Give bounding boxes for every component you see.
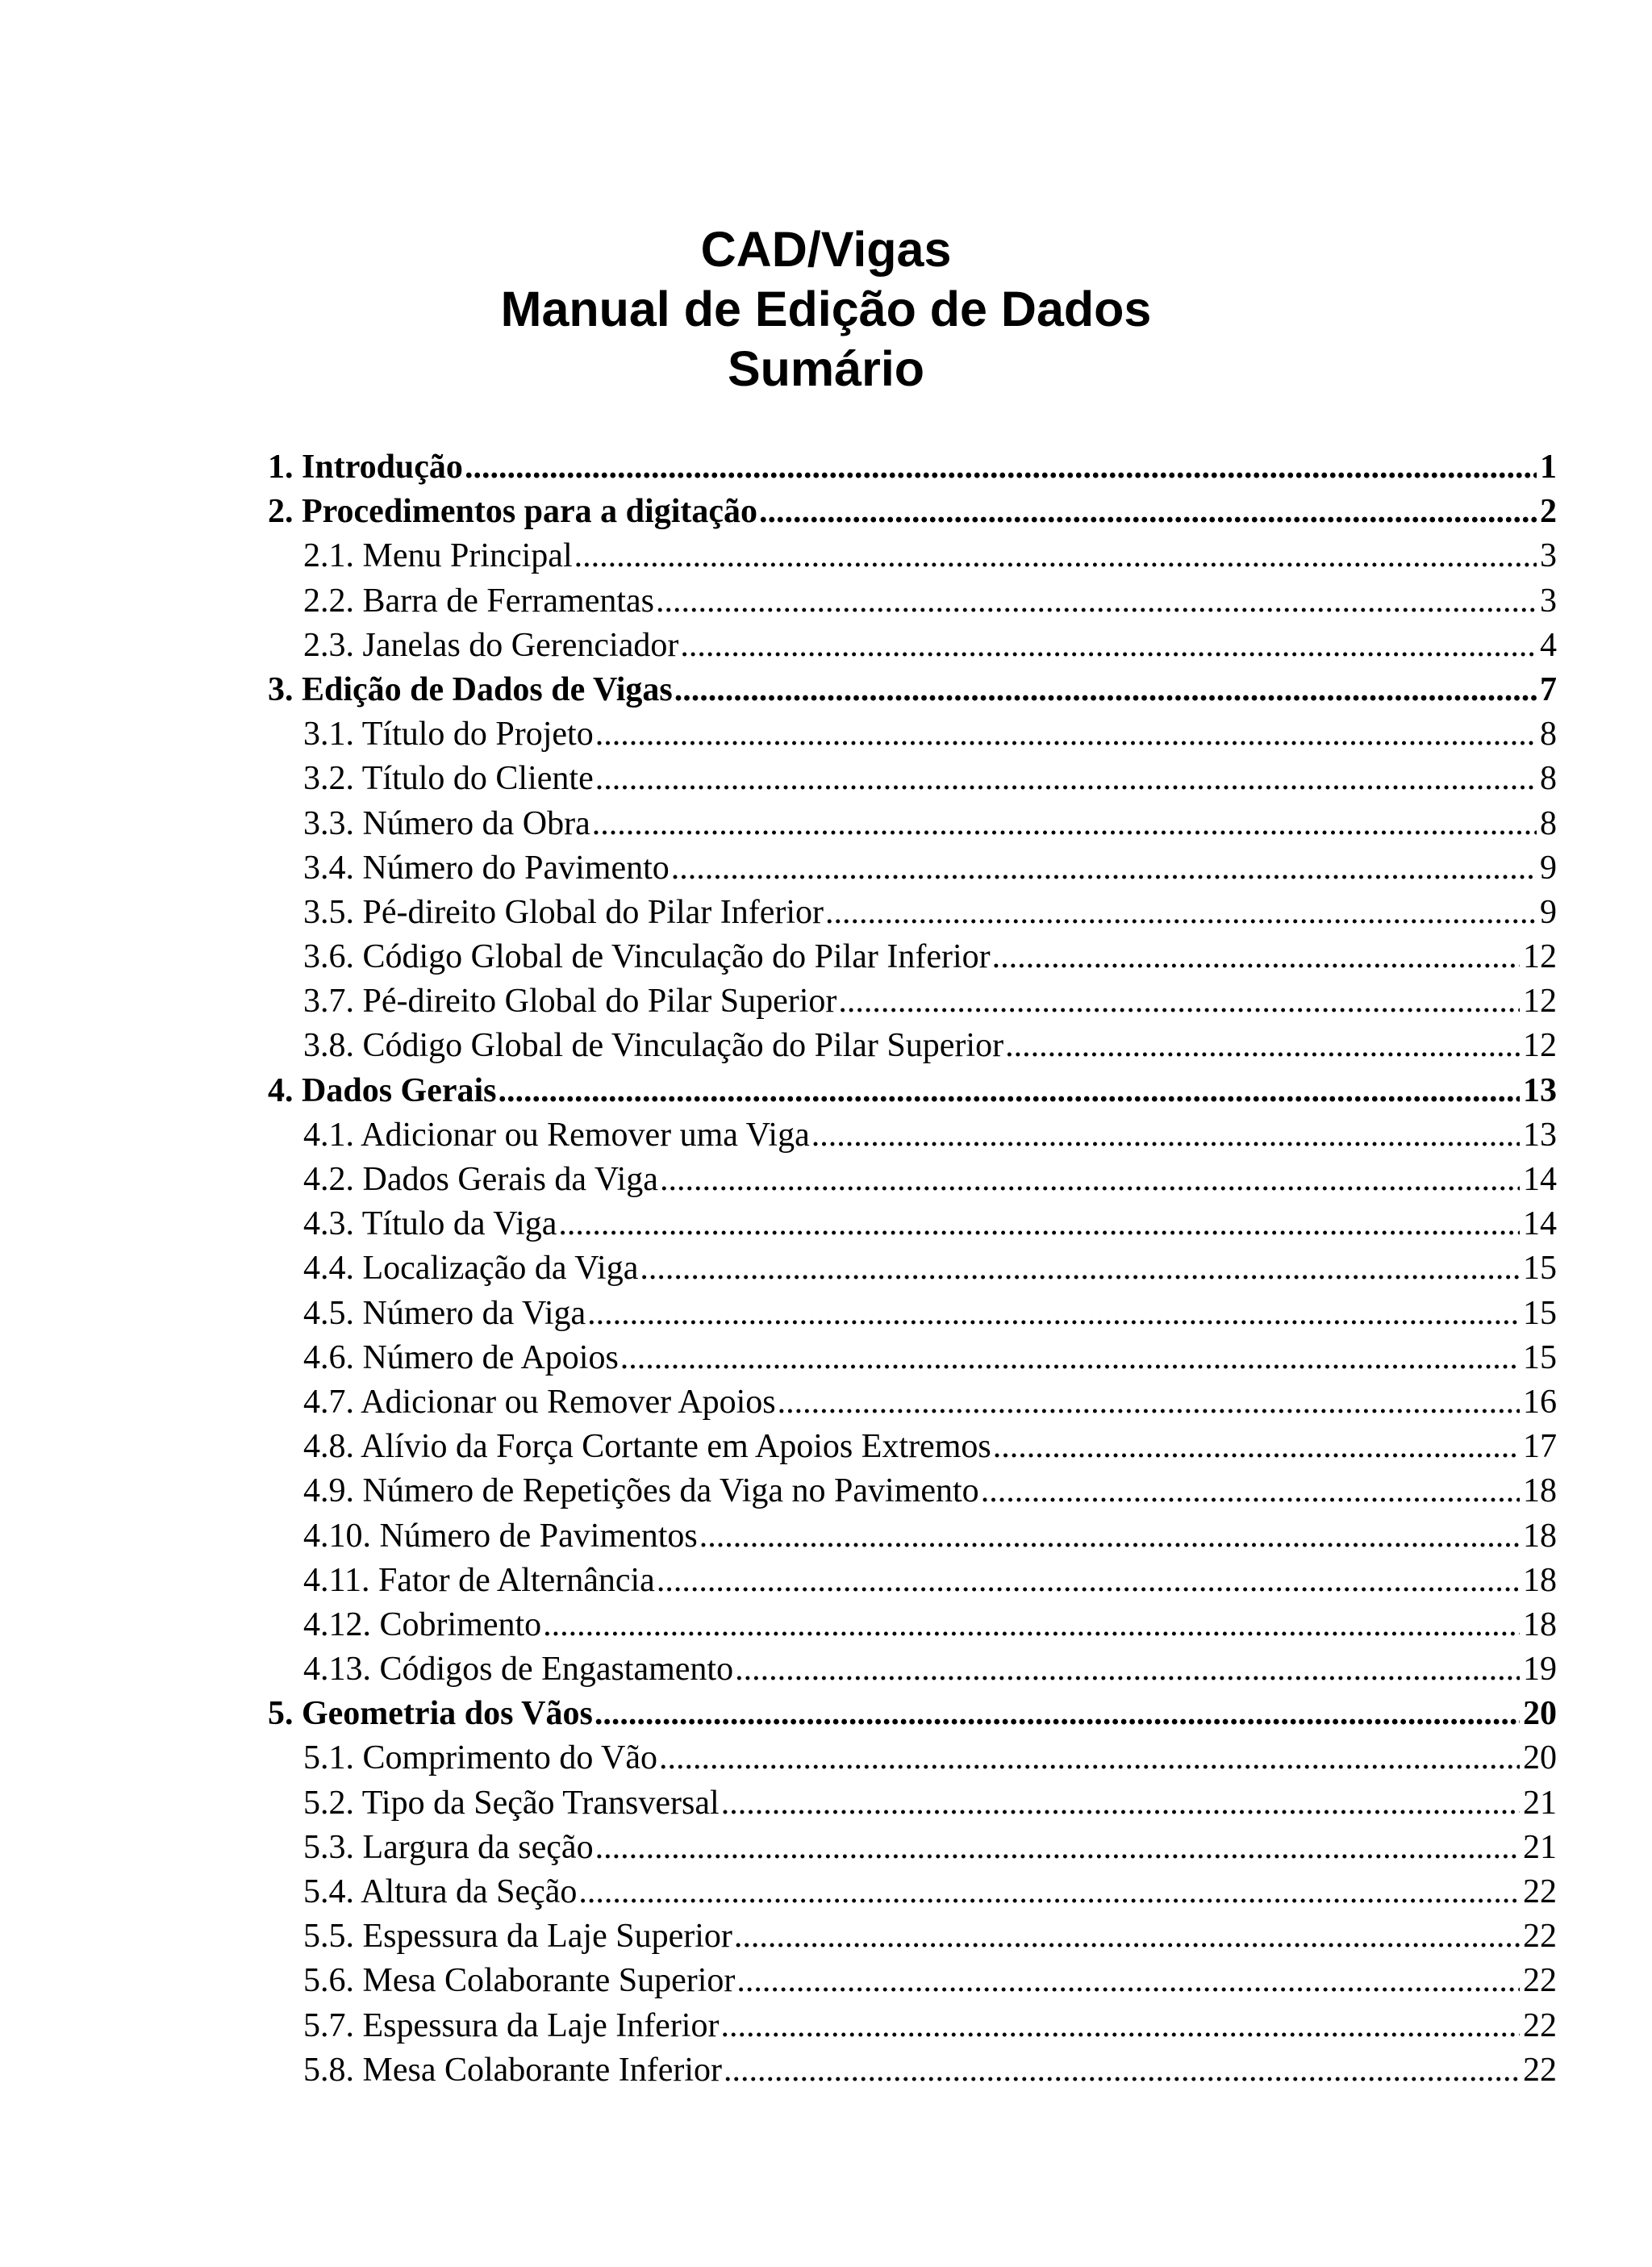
table-of-contents xyxy=(268,448,1557,2095)
toc-entry-page-number: 3 xyxy=(1540,582,1557,620)
toc-subsection-entry[interactable] xyxy=(268,1872,1557,1917)
toc-section-entry[interactable] xyxy=(268,1694,1557,1739)
toc-dot-leader xyxy=(736,1961,1520,2000)
toc-entry-page-number: 20 xyxy=(1523,1695,1557,1733)
toc-entry-page-number: 22 xyxy=(1523,2006,1557,2044)
toc-entry-label: 5. Geometria dos Vãos xyxy=(268,1695,593,1733)
toc-dot-leader xyxy=(825,893,1537,932)
toc-section-entry[interactable] xyxy=(268,448,1557,492)
toc-entry-label: 4.6. Número de Apoios xyxy=(303,1338,619,1376)
toc-entry-label: 4.11. Fator de Alternância xyxy=(303,1561,655,1599)
toc-dot-leader xyxy=(734,1917,1520,1956)
toc-dot-leader xyxy=(838,982,1520,1021)
toc-dot-leader xyxy=(574,536,1537,575)
toc-entry-page-number: 22 xyxy=(1523,1962,1557,2000)
toc-dot-leader xyxy=(595,1828,1520,1867)
toc-subsection-entry[interactable] xyxy=(268,1294,1557,1338)
toc-entry-page-number: 7 xyxy=(1540,670,1557,708)
toc-entry-page-number: 14 xyxy=(1523,1205,1557,1243)
toc-dot-leader xyxy=(680,626,1537,665)
toc-entry-page-number: 17 xyxy=(1523,1428,1557,1466)
toc-entry-page-number: 22 xyxy=(1523,1873,1557,1910)
title-line-summary: Sumário xyxy=(727,341,925,396)
toc-entry-label: 4.1. Adicionar ou Remover uma Viga xyxy=(303,1116,810,1154)
toc-entry-page-number: 12 xyxy=(1523,938,1557,976)
toc-entry-page-number: 12 xyxy=(1523,1027,1557,1065)
toc-entry-label: 3.4. Número do Pavimento xyxy=(303,849,670,887)
toc-entry-label: 4.7. Adicionar ou Remover Apoios xyxy=(303,1383,776,1421)
toc-entry-page-number: 9 xyxy=(1540,893,1557,931)
toc-dot-leader xyxy=(657,1561,1520,1600)
toc-entry-page-number: 13 xyxy=(1523,1071,1557,1109)
toc-entry-label: 4.12. Cobrimento xyxy=(303,1605,542,1643)
toc-entry-page-number: 3 xyxy=(1540,537,1557,575)
toc-entry-label: 5.5. Espessura da Laje Superior xyxy=(303,1918,732,1956)
toc-entry-page-number: 18 xyxy=(1523,1517,1557,1555)
toc-dot-leader xyxy=(1005,1026,1520,1065)
toc-dot-leader xyxy=(543,1605,1520,1644)
toc-subsection-entry[interactable] xyxy=(268,1917,1557,1961)
toc-entry-label: 4.10. Número de Pavimentos xyxy=(303,1517,698,1555)
toc-entry-label: 4.9. Número de Repetições da Viga no Pavimento xyxy=(303,1472,979,1510)
toc-dot-leader xyxy=(671,849,1537,887)
toc-section-entry[interactable] xyxy=(268,670,1557,715)
toc-entry-page-number: 16 xyxy=(1523,1383,1557,1421)
toc-subsection-entry[interactable] xyxy=(268,2006,1557,2051)
toc-dot-leader xyxy=(578,1872,1520,1911)
toc-entry-page-number: 18 xyxy=(1523,1561,1557,1599)
toc-subsection-entry[interactable] xyxy=(268,759,1557,804)
toc-entry-page-number: 19 xyxy=(1523,1651,1557,1689)
toc-subsection-entry[interactable] xyxy=(268,982,1557,1026)
toc-subsection-entry[interactable] xyxy=(268,626,1557,670)
toc-entry-page-number: 15 xyxy=(1523,1294,1557,1332)
toc-entry-label: 4.8. Alívio da Força Cortante em Apoios Extremos xyxy=(303,1428,991,1466)
toc-subsection-entry[interactable] xyxy=(268,1784,1557,1828)
toc-dot-leader xyxy=(594,1694,1520,1733)
toc-subsection-entry[interactable] xyxy=(268,893,1557,937)
toc-entry-label: 3.1. Título do Projeto xyxy=(303,716,594,754)
toc-dot-leader xyxy=(724,2051,1520,2090)
toc-entry-page-number: 12 xyxy=(1523,983,1557,1021)
toc-entry-page-number: 18 xyxy=(1523,1605,1557,1643)
toc-entry-page-number: 8 xyxy=(1540,716,1557,754)
toc-entry-page-number: 9 xyxy=(1540,849,1557,887)
toc-dot-leader xyxy=(592,804,1537,843)
toc-entry-page-number: 20 xyxy=(1523,1739,1557,1777)
toc-subsection-entry[interactable] xyxy=(268,1472,1557,1516)
toc-entry-label: 5.1. Comprimento do Vão xyxy=(303,1739,658,1777)
toc-section-entry[interactable] xyxy=(268,492,1557,536)
toc-entry-page-number: 13 xyxy=(1523,1116,1557,1154)
toc-entry-label: 3.7. Pé-direito Global do Pilar Superior xyxy=(303,983,837,1021)
toc-entry-page-number: 18 xyxy=(1523,1472,1557,1510)
document-title xyxy=(0,219,1652,399)
toc-subsection-entry[interactable] xyxy=(268,1383,1557,1427)
toc-dot-leader xyxy=(656,582,1537,620)
toc-subsection-entry[interactable] xyxy=(268,1427,1557,1472)
toc-entry-label: 3.5. Pé-direito Global do Pilar Inferior xyxy=(303,893,824,931)
toc-dot-leader xyxy=(499,1071,1521,1110)
toc-dot-leader xyxy=(640,1249,1520,1288)
toc-entry-label: 3.2. Título do Cliente xyxy=(303,760,594,798)
toc-entry-label: 3.8. Código Global de Vinculação do Pilar Superior xyxy=(303,1027,1004,1065)
toc-dot-leader xyxy=(992,937,1520,976)
toc-entry-label: 3.3. Número da Obra xyxy=(303,804,590,842)
toc-subsection-entry[interactable] xyxy=(268,1828,1557,1872)
toc-dot-leader xyxy=(558,1204,1520,1243)
toc-entry-label: 4.5. Número da Viga xyxy=(303,1294,586,1332)
toc-dot-leader xyxy=(993,1427,1520,1466)
toc-entry-label: 2.3. Janelas do Gerenciador xyxy=(303,626,679,664)
toc-entry-page-number: 15 xyxy=(1523,1250,1557,1288)
toc-entry-page-number: 2 xyxy=(1540,493,1557,531)
toc-entry-label: 3. Edição de Dados de Vigas xyxy=(268,670,673,708)
toc-entry-label: 3.6. Código Global de Vinculação do Pilar Inferior xyxy=(303,938,991,976)
toc-dot-leader xyxy=(778,1383,1520,1422)
toc-subsection-entry[interactable] xyxy=(268,1204,1557,1249)
toc-section-entry[interactable] xyxy=(268,1071,1557,1116)
toc-entry-page-number: 8 xyxy=(1540,804,1557,842)
toc-entry-page-number: 14 xyxy=(1523,1161,1557,1198)
toc-subsection-entry[interactable] xyxy=(268,804,1557,849)
toc-entry-page-number: 1 xyxy=(1540,449,1557,486)
toc-subsection-entry[interactable] xyxy=(268,2051,1557,2095)
toc-entry-label: 4.3. Título da Viga xyxy=(303,1205,557,1243)
toc-dot-leader xyxy=(674,670,1537,709)
toc-dot-leader xyxy=(595,715,1537,754)
toc-entry-page-number: 4 xyxy=(1540,626,1557,664)
toc-dot-leader xyxy=(620,1338,1520,1377)
toc-subsection-entry[interactable] xyxy=(268,1739,1557,1783)
toc-entry-label: 4.13. Códigos de Engastamento xyxy=(303,1651,734,1689)
toc-entry-label: 1. Introdução xyxy=(268,449,463,486)
toc-subsection-entry[interactable] xyxy=(268,937,1557,982)
toc-subsection-entry[interactable] xyxy=(268,582,1557,626)
toc-entry-page-number: 15 xyxy=(1523,1338,1557,1376)
toc-subsection-entry[interactable] xyxy=(268,1561,1557,1605)
toc-entry-label: 5.3. Largura da seção xyxy=(303,1828,594,1866)
toc-entry-page-number: 22 xyxy=(1523,2051,1557,2089)
toc-subsection-entry[interactable] xyxy=(268,1650,1557,1694)
toc-dot-leader xyxy=(811,1116,1520,1154)
toc-subsection-entry[interactable] xyxy=(268,1517,1557,1561)
toc-subsection-entry[interactable] xyxy=(268,536,1557,581)
toc-entry-label: 5.2. Tipo da Seção Transversal xyxy=(303,1784,720,1822)
toc-entry-page-number: 21 xyxy=(1523,1828,1557,1866)
toc-entry-label: 4. Dados Gerais xyxy=(268,1071,497,1109)
toc-dot-leader xyxy=(720,2006,1520,2045)
toc-entry-label: 5.6. Mesa Colaborante Superior xyxy=(303,1962,736,2000)
toc-dot-leader xyxy=(735,1650,1520,1689)
toc-dot-leader xyxy=(465,448,1537,486)
toc-subsection-entry[interactable] xyxy=(268,1605,1557,1650)
toc-subsection-entry[interactable] xyxy=(268,1961,1557,2006)
toc-entry-label: 4.2. Dados Gerais da Viga xyxy=(303,1161,658,1198)
toc-entry-label: 5.7. Espessura da Laje Inferior xyxy=(303,2006,720,2044)
toc-entry-label: 2.1. Menu Principal xyxy=(303,537,573,575)
toc-entry-page-number: 21 xyxy=(1523,1784,1557,1822)
toc-dot-leader xyxy=(660,1160,1520,1199)
toc-dot-leader xyxy=(659,1739,1520,1777)
toc-entry-label: 5.4. Altura da Seção xyxy=(303,1873,578,1910)
toc-subsection-entry[interactable] xyxy=(268,1249,1557,1293)
toc-dot-leader xyxy=(981,1472,1520,1510)
toc-subsection-entry[interactable] xyxy=(268,1160,1557,1204)
toc-dot-leader xyxy=(699,1517,1520,1555)
toc-dot-leader xyxy=(595,759,1537,798)
toc-entry-label: 4.4. Localização da Viga xyxy=(303,1250,639,1288)
title-line-manual: Manual de Edição de Dados xyxy=(500,282,1152,336)
toc-dot-leader xyxy=(721,1784,1520,1822)
toc-entry-label: 5.8. Mesa Colaborante Inferior xyxy=(303,2051,722,2089)
toc-subsection-entry[interactable] xyxy=(268,1338,1557,1383)
toc-subsection-entry[interactable] xyxy=(268,715,1557,759)
toc-subsection-entry[interactable] xyxy=(268,1116,1557,1160)
toc-entry-page-number: 8 xyxy=(1540,760,1557,798)
toc-entry-label: 2. Procedimentos para a digitação xyxy=(268,493,757,531)
toc-entry-label: 2.2. Barra de Ferramentas xyxy=(303,582,654,620)
title-line-product: CAD/Vigas xyxy=(700,222,952,277)
toc-dot-leader xyxy=(587,1294,1520,1333)
toc-subsection-entry[interactable] xyxy=(268,849,1557,893)
toc-dot-leader xyxy=(759,492,1537,531)
toc-entry-page-number: 22 xyxy=(1523,1918,1557,1956)
toc-subsection-entry[interactable] xyxy=(268,1026,1557,1071)
